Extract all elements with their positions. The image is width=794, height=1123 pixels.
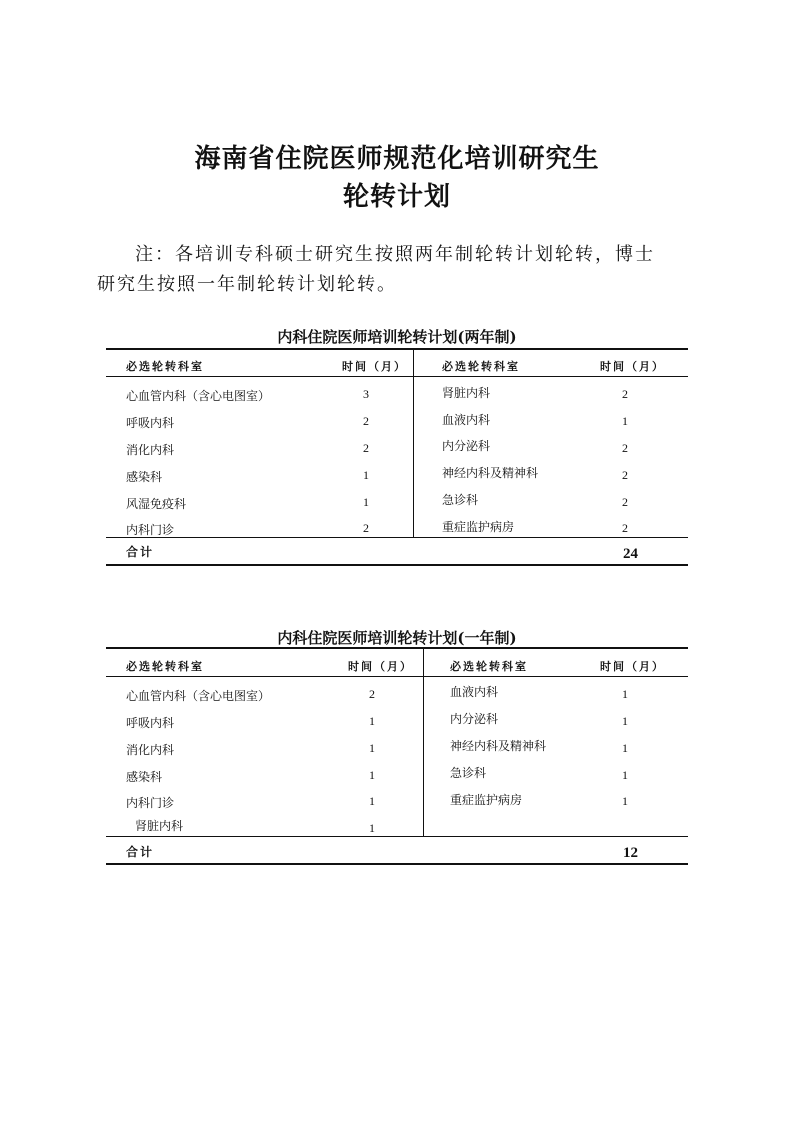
table-cell-dept: 呼吸内科 bbox=[126, 716, 175, 730]
table-top-rule bbox=[106, 348, 688, 350]
table-cell-months: 3 bbox=[363, 387, 369, 401]
table-column-divider bbox=[413, 349, 414, 537]
table-cell-dept: 急诊科 bbox=[450, 766, 487, 780]
table-cell-months: 2 bbox=[622, 521, 628, 535]
table-cell-dept: 血液内科 bbox=[442, 413, 491, 427]
table-cell-months: 1 bbox=[622, 768, 628, 782]
header-dept-left: 必选轮转科室 bbox=[126, 360, 204, 373]
header-dept-right: 必选轮转科室 bbox=[450, 660, 528, 673]
table-cell-dept: 肾脏内科 bbox=[135, 819, 184, 833]
table-cell-dept: 呼吸内科 bbox=[126, 416, 175, 430]
table-cell-dept: 重症监护病房 bbox=[442, 520, 515, 534]
total-label: 合计 bbox=[126, 845, 155, 859]
table-column-divider bbox=[423, 648, 424, 836]
page-subtitle: 轮转计划 bbox=[342, 182, 451, 212]
table-cell-dept: 内科门诊 bbox=[126, 523, 175, 537]
table-cell-months: 1 bbox=[369, 794, 375, 808]
table-cell-months: 2 bbox=[369, 687, 375, 701]
total-value: 24 bbox=[623, 546, 638, 562]
table-title: 内科住院医师培训轮转计划(一年制) bbox=[277, 629, 517, 647]
table-cell-months: 1 bbox=[622, 714, 628, 728]
header-time-left: 时间（月） bbox=[348, 660, 413, 673]
table-cell-months: 1 bbox=[369, 821, 375, 835]
rotation-table-two-year bbox=[106, 326, 688, 571]
rotation-table-one-year bbox=[106, 627, 688, 872]
header-time-right: 时间（月） bbox=[600, 660, 665, 673]
table-title: 内科住院医师培训轮转计划(两年制) bbox=[277, 328, 517, 346]
header-dept-right: 必选轮转科室 bbox=[442, 360, 520, 373]
table-cell-months: 2 bbox=[622, 468, 628, 482]
table-bottom-rule bbox=[106, 564, 688, 566]
total-value: 12 bbox=[623, 845, 638, 861]
table-cell-months: 1 bbox=[622, 687, 628, 701]
table-cell-months: 2 bbox=[363, 414, 369, 428]
table-cell-months: 1 bbox=[369, 714, 375, 728]
table-total-rule bbox=[106, 537, 688, 538]
table-cell-months: 1 bbox=[363, 468, 369, 482]
table-cell-dept: 重症监护病房 bbox=[450, 793, 523, 807]
table-cell-months: 2 bbox=[363, 521, 369, 535]
table-header-rule bbox=[106, 376, 688, 377]
table-cell-months: 1 bbox=[622, 794, 628, 808]
table-cell-dept: 风湿免疫科 bbox=[126, 497, 187, 511]
header-dept-left: 必选轮转科室 bbox=[126, 660, 204, 673]
header-time-left: 时间（月） bbox=[342, 360, 407, 373]
table-cell-dept: 神经内科及精神科 bbox=[450, 739, 547, 753]
table-header-rule bbox=[106, 676, 688, 677]
table-cell-dept: 血液内科 bbox=[450, 685, 499, 699]
table-cell-dept: 神经内科及精神科 bbox=[442, 466, 539, 480]
table-cell-dept: 消化内科 bbox=[126, 743, 175, 757]
table-cell-months: 1 bbox=[363, 495, 369, 509]
table-cell-dept: 内分泌科 bbox=[450, 712, 499, 726]
table-cell-dept: 急诊科 bbox=[442, 493, 479, 507]
table-cell-dept: 感染科 bbox=[126, 470, 163, 484]
table-cell-dept: 消化内科 bbox=[126, 443, 175, 457]
table-cell-months: 1 bbox=[622, 414, 628, 428]
table-cell-months: 2 bbox=[622, 387, 628, 401]
table-cell-months: 2 bbox=[363, 441, 369, 455]
table-total-rule bbox=[106, 836, 688, 837]
table-cell-months: 1 bbox=[622, 741, 628, 755]
header-time-right: 时间（月） bbox=[600, 360, 665, 373]
table-cell-dept: 感染科 bbox=[126, 770, 163, 784]
note-line-2: 研究生按照一年制轮转计划轮转。 bbox=[97, 274, 397, 295]
table-cell-dept: 内科门诊 bbox=[126, 796, 175, 810]
table-top-rule bbox=[106, 647, 688, 649]
table-cell-months: 1 bbox=[369, 741, 375, 755]
table-cell-dept: 心血管内科（含心电图室） bbox=[126, 689, 271, 703]
table-cell-months: 2 bbox=[622, 495, 628, 509]
table-cell-dept: 内分泌科 bbox=[442, 439, 491, 453]
table-bottom-rule bbox=[106, 863, 688, 865]
table-cell-months: 2 bbox=[622, 441, 628, 455]
table-cell-dept: 肾脏内科 bbox=[442, 386, 491, 400]
note-line-1: 注：各培训专科硕士研究生按照两年制轮转计划轮转，博士 bbox=[135, 244, 655, 265]
page-title: 海南省住院医师规范化培训研究生 bbox=[194, 144, 600, 174]
total-label: 合计 bbox=[126, 545, 155, 559]
note-paragraph bbox=[97, 240, 697, 300]
table-cell-months: 1 bbox=[369, 768, 375, 782]
table-cell-dept: 心血管内科（含心电图室） bbox=[126, 389, 271, 403]
